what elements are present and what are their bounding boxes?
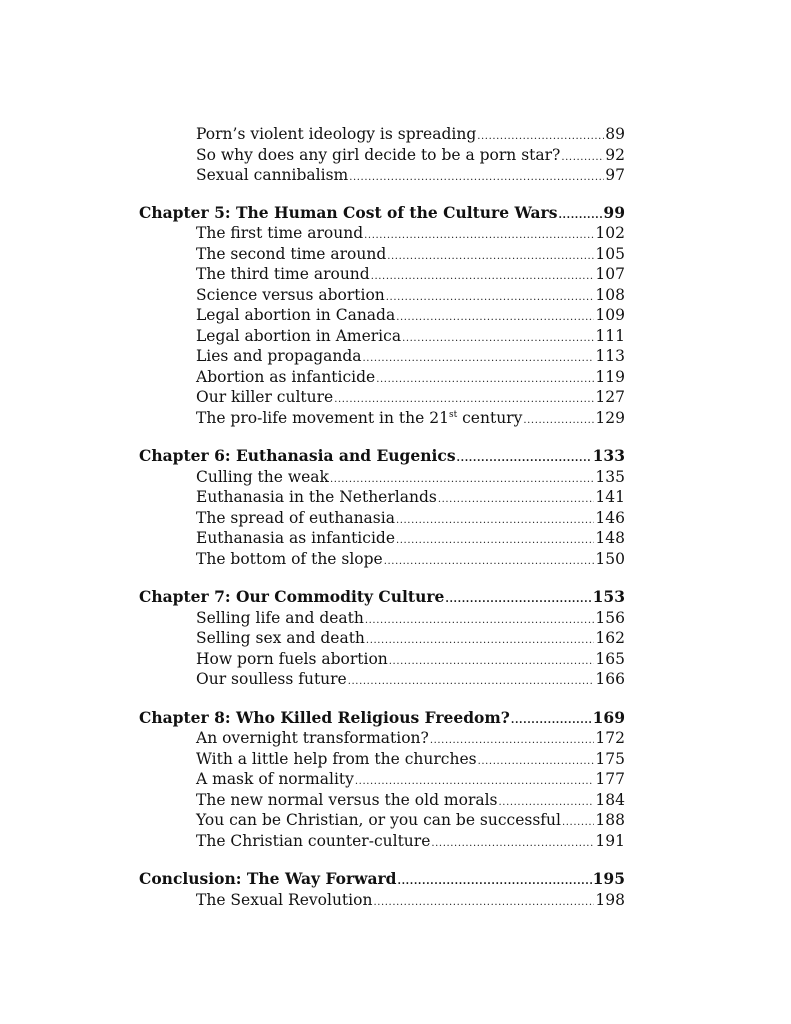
dot-leader: [349, 168, 604, 189]
dot-leader: [402, 329, 594, 350]
toc-entry-title: The bottom of the slope: [196, 549, 383, 568]
chapter-title: Chapter 6: Euthanasia and Eugenics: [139, 446, 456, 465]
toc-entry: [139, 831, 625, 852]
toc-entry-page: 141: [595, 488, 625, 506]
toc-entry: [139, 628, 625, 649]
dot-leader: [364, 226, 594, 247]
toc-entry-page: 97: [605, 166, 625, 184]
toc-entry: [139, 165, 625, 186]
toc-entry-page: 111: [595, 326, 625, 345]
toc-entry: [139, 749, 625, 770]
chapter-title: Chapter 7: Our Commodity Culture: [139, 587, 445, 606]
dot-leader: [562, 813, 594, 834]
toc-entry-page: 119: [595, 367, 625, 386]
toc-entry-title: A mask of normality: [196, 770, 354, 788]
toc-entry-page: 156: [595, 608, 625, 627]
toc-entry-page: 102: [595, 224, 625, 242]
toc-entry-page: 113: [595, 347, 625, 365]
dot-leader: [457, 449, 592, 470]
toc-entry: [139, 285, 625, 306]
toc-entry: [139, 549, 625, 570]
toc-entry: [139, 528, 625, 549]
toc-entry: [139, 810, 625, 831]
toc-entry-page: 107: [595, 265, 625, 283]
toc-entry-title: Culling the weak: [196, 467, 329, 486]
toc-entry: [139, 890, 625, 911]
toc-entry-page: 108: [595, 285, 625, 304]
toc-chapter-7: [139, 587, 625, 608]
toc-entry: [139, 669, 625, 690]
toc-entry-title: Selling sex and death: [196, 629, 365, 647]
toc-entry: [139, 223, 625, 244]
toc-entry-title: Selling life and death: [196, 608, 364, 627]
toc-entry: [139, 408, 625, 429]
dot-leader: [445, 590, 591, 611]
chapter-title: Chapter 5: The Human Cost of the Culture Wars: [139, 202, 558, 222]
toc-entry: [139, 264, 625, 285]
toc-entry-title: How porn fuels abortion: [196, 649, 388, 668]
toc-entry-page: 175: [595, 749, 625, 768]
chapter-page: 133: [592, 446, 625, 465]
toc-entry: [139, 124, 625, 145]
chapter-page: 195: [592, 869, 625, 888]
toc-entry-title: Euthanasia in the Netherlands: [196, 488, 437, 506]
toc-entry: [139, 367, 625, 388]
toc-chapter-8: [139, 708, 625, 729]
dot-leader: [363, 349, 595, 370]
toc-entry-page: 165: [595, 649, 625, 668]
toc-entry-title: The Sexual Revolution: [196, 890, 373, 909]
toc-entry: [139, 326, 625, 347]
toc-entry-page: 129: [595, 408, 625, 427]
toc-entry: [139, 387, 625, 408]
table-of-contents: [139, 124, 625, 910]
toc-entry-page: 198: [595, 890, 625, 909]
toc-entry-title: Lies and propaganda: [196, 347, 362, 365]
dot-leader: [386, 288, 595, 309]
dot-leader: [396, 308, 594, 329]
toc-entry: [139, 346, 625, 367]
toc-entry-title: Legal abortion in Canada: [196, 306, 396, 324]
chapter-page: 169: [592, 707, 625, 727]
dot-leader: [389, 652, 595, 673]
toc-entry-page: 135: [595, 467, 625, 486]
toc-entry: [139, 790, 625, 811]
chapter-title: Chapter 8: Who Killed Religious Freedom?: [139, 707, 510, 727]
toc-entry-page: 177: [595, 770, 625, 788]
dot-leader: [396, 511, 594, 532]
toc-entry: [139, 305, 625, 326]
dot-leader: [398, 872, 592, 893]
toc-entry-page: 89: [605, 125, 625, 143]
toc-entry-title: Legal abortion in America: [196, 326, 402, 345]
toc-entry-title: The spread of euthanasia: [196, 508, 395, 527]
toc-chapter-6: [139, 446, 625, 467]
chapter-title: Conclusion: The Way Forward: [139, 869, 397, 888]
toc-entry-title: The new normal versus the old morals: [196, 790, 498, 809]
toc-entry-page: 146: [595, 508, 625, 527]
toc-entry-title: The third time around: [196, 265, 370, 283]
toc-entry-page: 191: [595, 831, 625, 850]
toc-entry-title: An overnight transformation?: [196, 729, 429, 747]
superscript: st: [448, 409, 458, 420]
dot-leader: [366, 631, 594, 652]
dot-leader: [384, 552, 595, 573]
toc-entry-title: Euthanasia as infanticide: [196, 529, 395, 547]
toc-entry-title: Our soulless future: [196, 670, 347, 688]
toc-entry-page: 150: [595, 549, 625, 568]
dot-leader: [561, 148, 604, 169]
toc-entry-title: The second time around: [196, 244, 387, 263]
dot-leader: [373, 893, 594, 914]
toc-entry-title: The Christian counter-culture: [196, 831, 431, 850]
toc-entry: [139, 769, 625, 790]
toc-entry-page: 109: [595, 306, 625, 324]
dot-leader: [396, 531, 594, 552]
title-part: The pro-life movement in the 21: [196, 408, 449, 427]
toc-entry-page: 92: [605, 145, 625, 164]
toc-conclusion: [139, 869, 625, 890]
toc-entry-page: 148: [595, 529, 625, 547]
toc-entry-title: With a little help from the churches: [196, 749, 477, 768]
dot-leader: [511, 711, 592, 732]
dot-leader: [438, 490, 595, 511]
toc-entry-page: 166: [595, 670, 625, 688]
toc-entry: [139, 728, 625, 749]
toc-chapter-5: [139, 203, 625, 224]
toc-entry-page: 184: [595, 790, 625, 809]
toc-entry: [139, 508, 625, 529]
toc-entry: [139, 145, 625, 166]
toc-entry-title: Science versus abortion: [196, 285, 385, 304]
dot-leader: [523, 411, 594, 432]
toc-entry-title: So why does any girl decide to be a porn star?: [196, 145, 561, 164]
toc-entry-title: Porn’s violent ideology is spreading: [196, 125, 477, 143]
toc-entry-page: 105: [595, 244, 625, 263]
dot-leader: [478, 752, 595, 773]
dot-leader: [365, 611, 595, 632]
toc-entry-title: The first time around: [196, 224, 364, 242]
toc-entry: [139, 487, 625, 508]
toc-entry: [139, 649, 625, 670]
toc-entry-page: 127: [595, 388, 625, 406]
toc-entry-page: 162: [595, 629, 625, 647]
dot-leader: [376, 370, 594, 391]
toc-entry-title: You can be Christian, or you can be successful: [196, 811, 561, 829]
toc-entry-title: [196, 408, 522, 429]
dot-leader: [348, 672, 595, 693]
toc-entry-page: 172: [595, 729, 625, 747]
toc-entry-title: Sexual cannibalism: [196, 166, 349, 184]
dot-leader: [371, 267, 595, 288]
toc-entry-title: Our killer culture: [196, 388, 334, 406]
title-part: century: [457, 408, 523, 427]
chapter-page: 153: [592, 587, 625, 606]
toc-entry-page: 188: [595, 811, 625, 829]
chapter-page: 99: [603, 202, 625, 222]
toc-entry-title: Abortion as infanticide: [196, 367, 376, 386]
dot-leader: [431, 834, 594, 855]
toc-entry: [139, 608, 625, 629]
toc-entry: [139, 244, 625, 265]
toc-entry: [139, 467, 625, 488]
dot-leader: [387, 247, 594, 268]
